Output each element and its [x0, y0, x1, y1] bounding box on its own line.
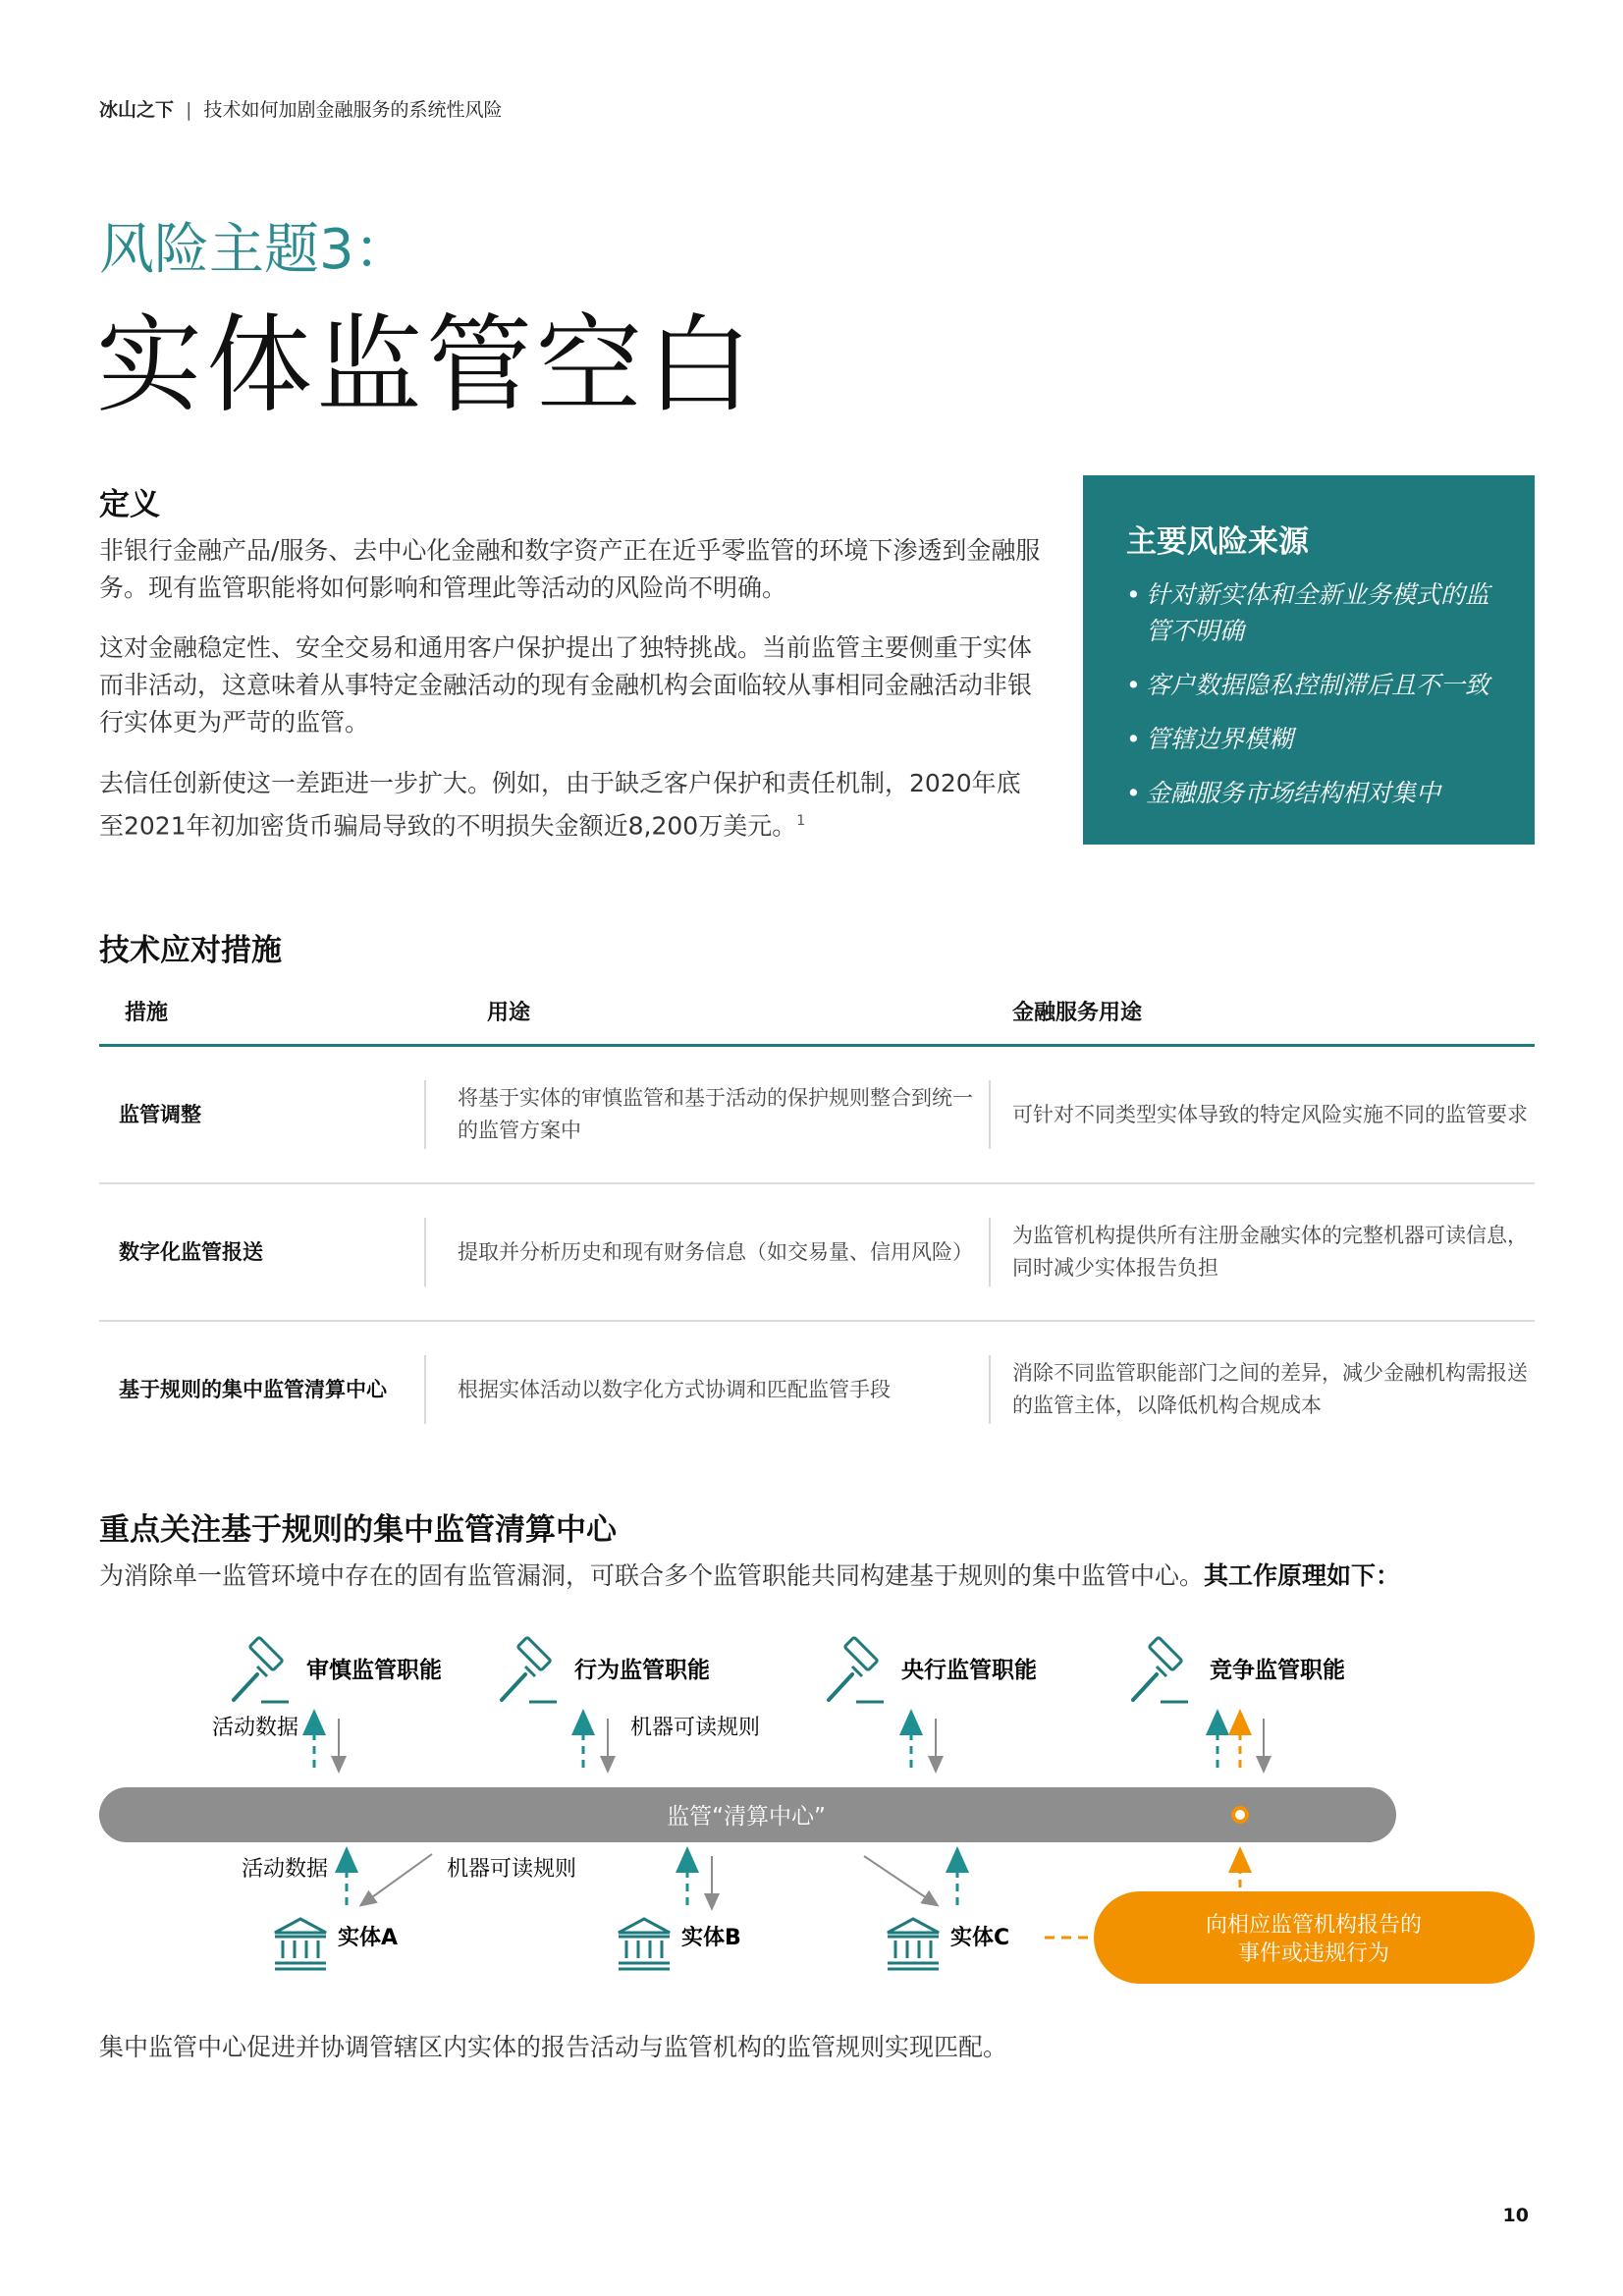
hub-event-dot: [1233, 1808, 1247, 1822]
table-header-row: [99, 987, 1535, 1046]
risk-sources-list: [1126, 576, 1505, 811]
diagram-caption: 集中监管中心促进并协调管辖区内实体的报告活动与监管机构的监管规则实现匹配。: [99, 2033, 1008, 2061]
measure-cell: 监管调整: [99, 1046, 424, 1184]
rules-label: 机器可读规则: [630, 1716, 761, 1740]
table-row: [99, 1321, 1535, 1457]
fs-use-cell: [989, 1183, 1535, 1321]
entity-label: 实体C: [950, 1926, 1010, 1950]
risk-sources-heading: 主要风险来源: [1126, 524, 1309, 560]
definition-paragraph-3-text: 去信任创新使这一差距进一步扩大。例如，由于缺乏客户保护和责任机制，2020年底至2021年初加密货币骗局导致的不明损失金额近8,200万美元。: [99, 769, 1021, 841]
measures-table: [99, 987, 1535, 1457]
purpose-cell: [424, 1046, 989, 1184]
risk-sources-box: [1083, 475, 1535, 845]
function-label: 竞争监管职能: [1210, 1658, 1345, 1683]
function-label: 行为监管职能: [574, 1658, 710, 1683]
definition-heading: 定义: [99, 487, 160, 522]
fs-use-text: 可针对不同类型实体导致的特定风险实施不同的监管要求: [1012, 1102, 1528, 1126]
measures-heading: 技术应对措施: [99, 933, 282, 968]
header-subtitle: 技术如何加剧金融服务的系统性风险: [203, 99, 503, 121]
fs-use-cell: [989, 1046, 1535, 1184]
purpose-text: 提取并分析历史和现有财务信息（如交易量、信用风险）: [458, 1239, 973, 1264]
report-violation-line-2: 事件或违规行为: [1237, 1941, 1390, 1966]
gavel-icon: [1133, 1637, 1188, 1702]
clearing-hub-label: 监管“清算中心”: [667, 1804, 826, 1830]
report-violation-box: [1094, 1891, 1535, 1984]
header-separator: |: [186, 99, 192, 121]
running-header: [99, 95, 503, 122]
definition-paragraph-2: 这对金融稳定性、安全交易和通用客户保护提出了独特挑战。当前监管主要侧重于实体而非活动，这意味着从事特定金融活动的现有金融机构会面临较从事相同金融活动非银行实体更为严苛的监管。: [99, 633, 1033, 737]
download-arrow: [365, 1854, 432, 1902]
entity-label: 实体B: [681, 1926, 741, 1950]
fs-use-text: 为监管机构提供所有注册金融实体的完整机器可读信息，同时减少实体报告负担: [1012, 1224, 1528, 1280]
fs-use-cell: [989, 1321, 1535, 1457]
gavel-icon: [829, 1637, 884, 1702]
bank-icon: [888, 1919, 939, 1969]
gavel-icon: [502, 1637, 557, 1702]
definition-paragraph-1: 非银行金融产品/服务、去中心化金融和数字资产正在近乎零监管的环境下渗透到金融服务。现有监管职能将如何影响和管理此等活动的风险尚不明确。: [99, 536, 1041, 602]
purpose-cell: [424, 1183, 989, 1321]
download-arrow: [864, 1856, 933, 1902]
risk-source-item: • 管辖边界模糊: [1126, 721, 1505, 757]
column-header-fs-use: 金融服务用途: [989, 987, 1535, 1046]
function-label: 审慎监管职能: [306, 1658, 442, 1683]
focus-intro: [99, 1557, 1400, 1592]
fs-use-text: 消除不同监管职能部门之间的差异，减少金融机构需报送的监管主体，以降低机构合规成本: [1012, 1361, 1528, 1417]
table-row: [99, 1046, 1535, 1184]
definition-paragraph-3: [99, 765, 1042, 845]
purpose-text: 根据实体活动以数字化方式协调和匹配监管手段: [458, 1377, 891, 1401]
focus-intro-text: 为消除单一监管环境中存在的固有监管漏洞，可联合多个监管职能共同构建基于规则的集中监管中心。: [99, 1561, 1205, 1590]
measure-cell: 基于规则的集中监管清算中心: [119, 1377, 387, 1401]
focus-heading: 重点关注基于规则的集中监管清算中心: [99, 1512, 617, 1548]
table-row: [99, 1183, 1535, 1321]
entity-label: 实体A: [338, 1926, 399, 1950]
page-number: 10: [1502, 2205, 1529, 2226]
gavel-icon: [234, 1637, 289, 1702]
rules-label: 机器可读规则: [447, 1857, 577, 1882]
column-header-purpose: 用途: [424, 987, 989, 1046]
footnote-marker[interactable]: 1: [796, 813, 806, 829]
column-header-measure: 措施: [99, 987, 424, 1046]
activity-data-label: 活动数据: [242, 1857, 329, 1882]
clearing-hub-diagram: [0, 1611, 1623, 2013]
risk-source-item: • 客户数据隐私控制滞后且不一致: [1126, 667, 1505, 703]
purpose-text: 将基于实体的审慎监管和基于活动的保护规则整合到统一的监管方案中: [458, 1086, 973, 1142]
bank-icon: [275, 1919, 326, 1969]
focus-intro-bold: 其工作原理如下：: [1204, 1561, 1401, 1590]
measure-cell: 数字化监管报送: [99, 1183, 424, 1321]
risk-source-item: • 针对新实体和全新业务模式的监管不明确: [1126, 576, 1505, 649]
function-label: 央行监管职能: [901, 1658, 1037, 1683]
theme-label: 风险主题3：: [99, 218, 409, 282]
report-violation-line-1: 向相应监管机构报告的: [1205, 1913, 1423, 1938]
page-title: 实体监管空白: [96, 304, 757, 427]
purpose-cell: [424, 1321, 989, 1457]
header-brand: 冰山之下: [99, 99, 175, 121]
risk-source-item: • 金融服务市场结构相对集中: [1126, 775, 1505, 811]
bank-icon: [619, 1919, 670, 1969]
activity-data-label: 活动数据: [212, 1716, 299, 1740]
